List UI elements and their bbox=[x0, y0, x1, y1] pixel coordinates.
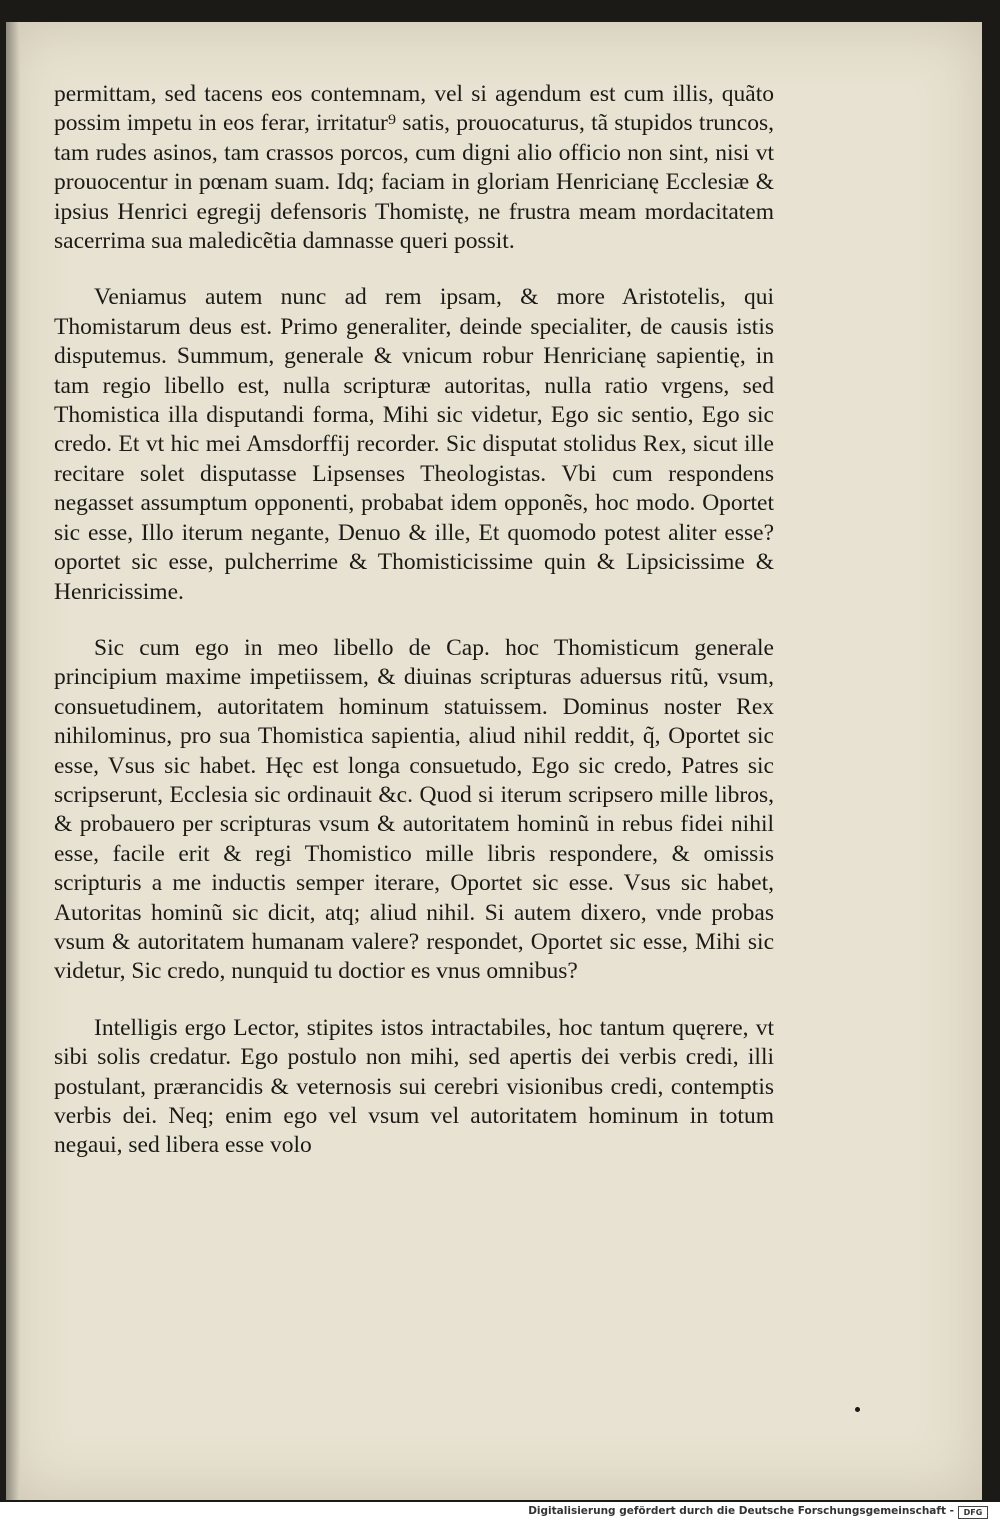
paragraph-2: Veniamus autem nunc ad rem ipsam, & more Aristotelis, qui Thomistarum deus est. Primo generaliter, deinde specialiter, de causis istis disputemus. Summum, generale & vnicum robur Henricianę sapientię, in tam regio libello est, nulla scripturæ autoritas, nulla ratio vrgens, sed Thomistica illa disputandi forma, Mihi sic videtur, Ego sic sentio, Ego sic credo. Et vt hic mei Amsdorffij recorder. Sic disputat stolidus Rex, sicut ille recitare solet disputasse Lipsenses Theologistas. Vbi cum respondens negasset assumptum opponenti, probabat idem opponẽs, hoc modo. Oportet sic esse, Illo iterum negante, Denuo & ille, Et quomodo potest aliter esse? oportet sic esse, pulcherrime & Thomisticissime quin & Lipsicissime & Henricissime. bbox=[54, 284, 774, 605]
digitization-footer bbox=[0, 1502, 1000, 1523]
paragraph-3: Sic cum ego in meo libello de Cap. hoc Thomisticum generale principium maxime impetiissem, & diuinas scripturas aduersus ritũ, vsum, consuetudinem, autoritatem hominum statuissem. Dominus noster Rex nihilominus, pro sua Thomistica sapientia, aliud nihil reddit, q̃, Oportet sic esse, Vsus sic habet. Hęc est longa consuetudo, Ego sic credo, Patres sic scripserunt, Ecclesia sic ordinauit &c. Quod si iterum scripsero mille libros, & probauero per scripturas vsum & autoritatem hominũ in rebus fidei nihil esse, facile erit & regi Thomistico mille libris respondere, & omissis scripturis a me inductis semper iterare, Oportet sic esse. Vsus sic habet, Autoritas hominũ sic dicit, atq; aliud nihil. Si autem dixero, vnde probas vsum & autoritatem humanam valere? respondet, Oportet sic esse, Mihi sic videtur, Sic credo, nunquid tu doctior es vnus omnibus? bbox=[54, 634, 774, 985]
ink-spot bbox=[855, 1407, 860, 1412]
paragraph-4: Intelligis ergo Lector, stipites istos intractabiles, hoc tantum quęrere, vt sibi solis credatur. Ego postulo non mihi, sed apertis dei verbis credi, illi postulant, prærancidis & veternosis sui cerebri visionibus credi, contemptis verbis dei. Neq; enim ego vel vsum vel autoritatem hominum in totum negaui, sed libera esse volo bbox=[54, 1014, 774, 1159]
page-spine-shadow bbox=[6, 22, 20, 1500]
book-page bbox=[6, 22, 982, 1500]
page-text-block bbox=[54, 80, 774, 1188]
funding-credit: Digitalisierung gefördert durch die Deutsche Forschungsgemeinschaft - bbox=[528, 1505, 954, 1517]
dfg-logo-icon: DFG bbox=[958, 1506, 988, 1519]
paragraph-1: permittam, sed tacens eos contemnam, vel si agendum est cum illis, quãto possim impetu in eos ferar, irritatur⁹ satis, prouocaturus, tã stupidos truncos, tam rudes asinos, tam crassos porcos, cum digni alio officio non sint, nisi vt prouocentur in pœnam suam. Idq; faciam in gloriam Henricianę Ecclesiæ & ipsius Henrici egregij defensoris Thomistę, ne frustra meam mordacitatem sacerrima sua maledicẽtia damnasse queri possit. bbox=[54, 81, 774, 255]
